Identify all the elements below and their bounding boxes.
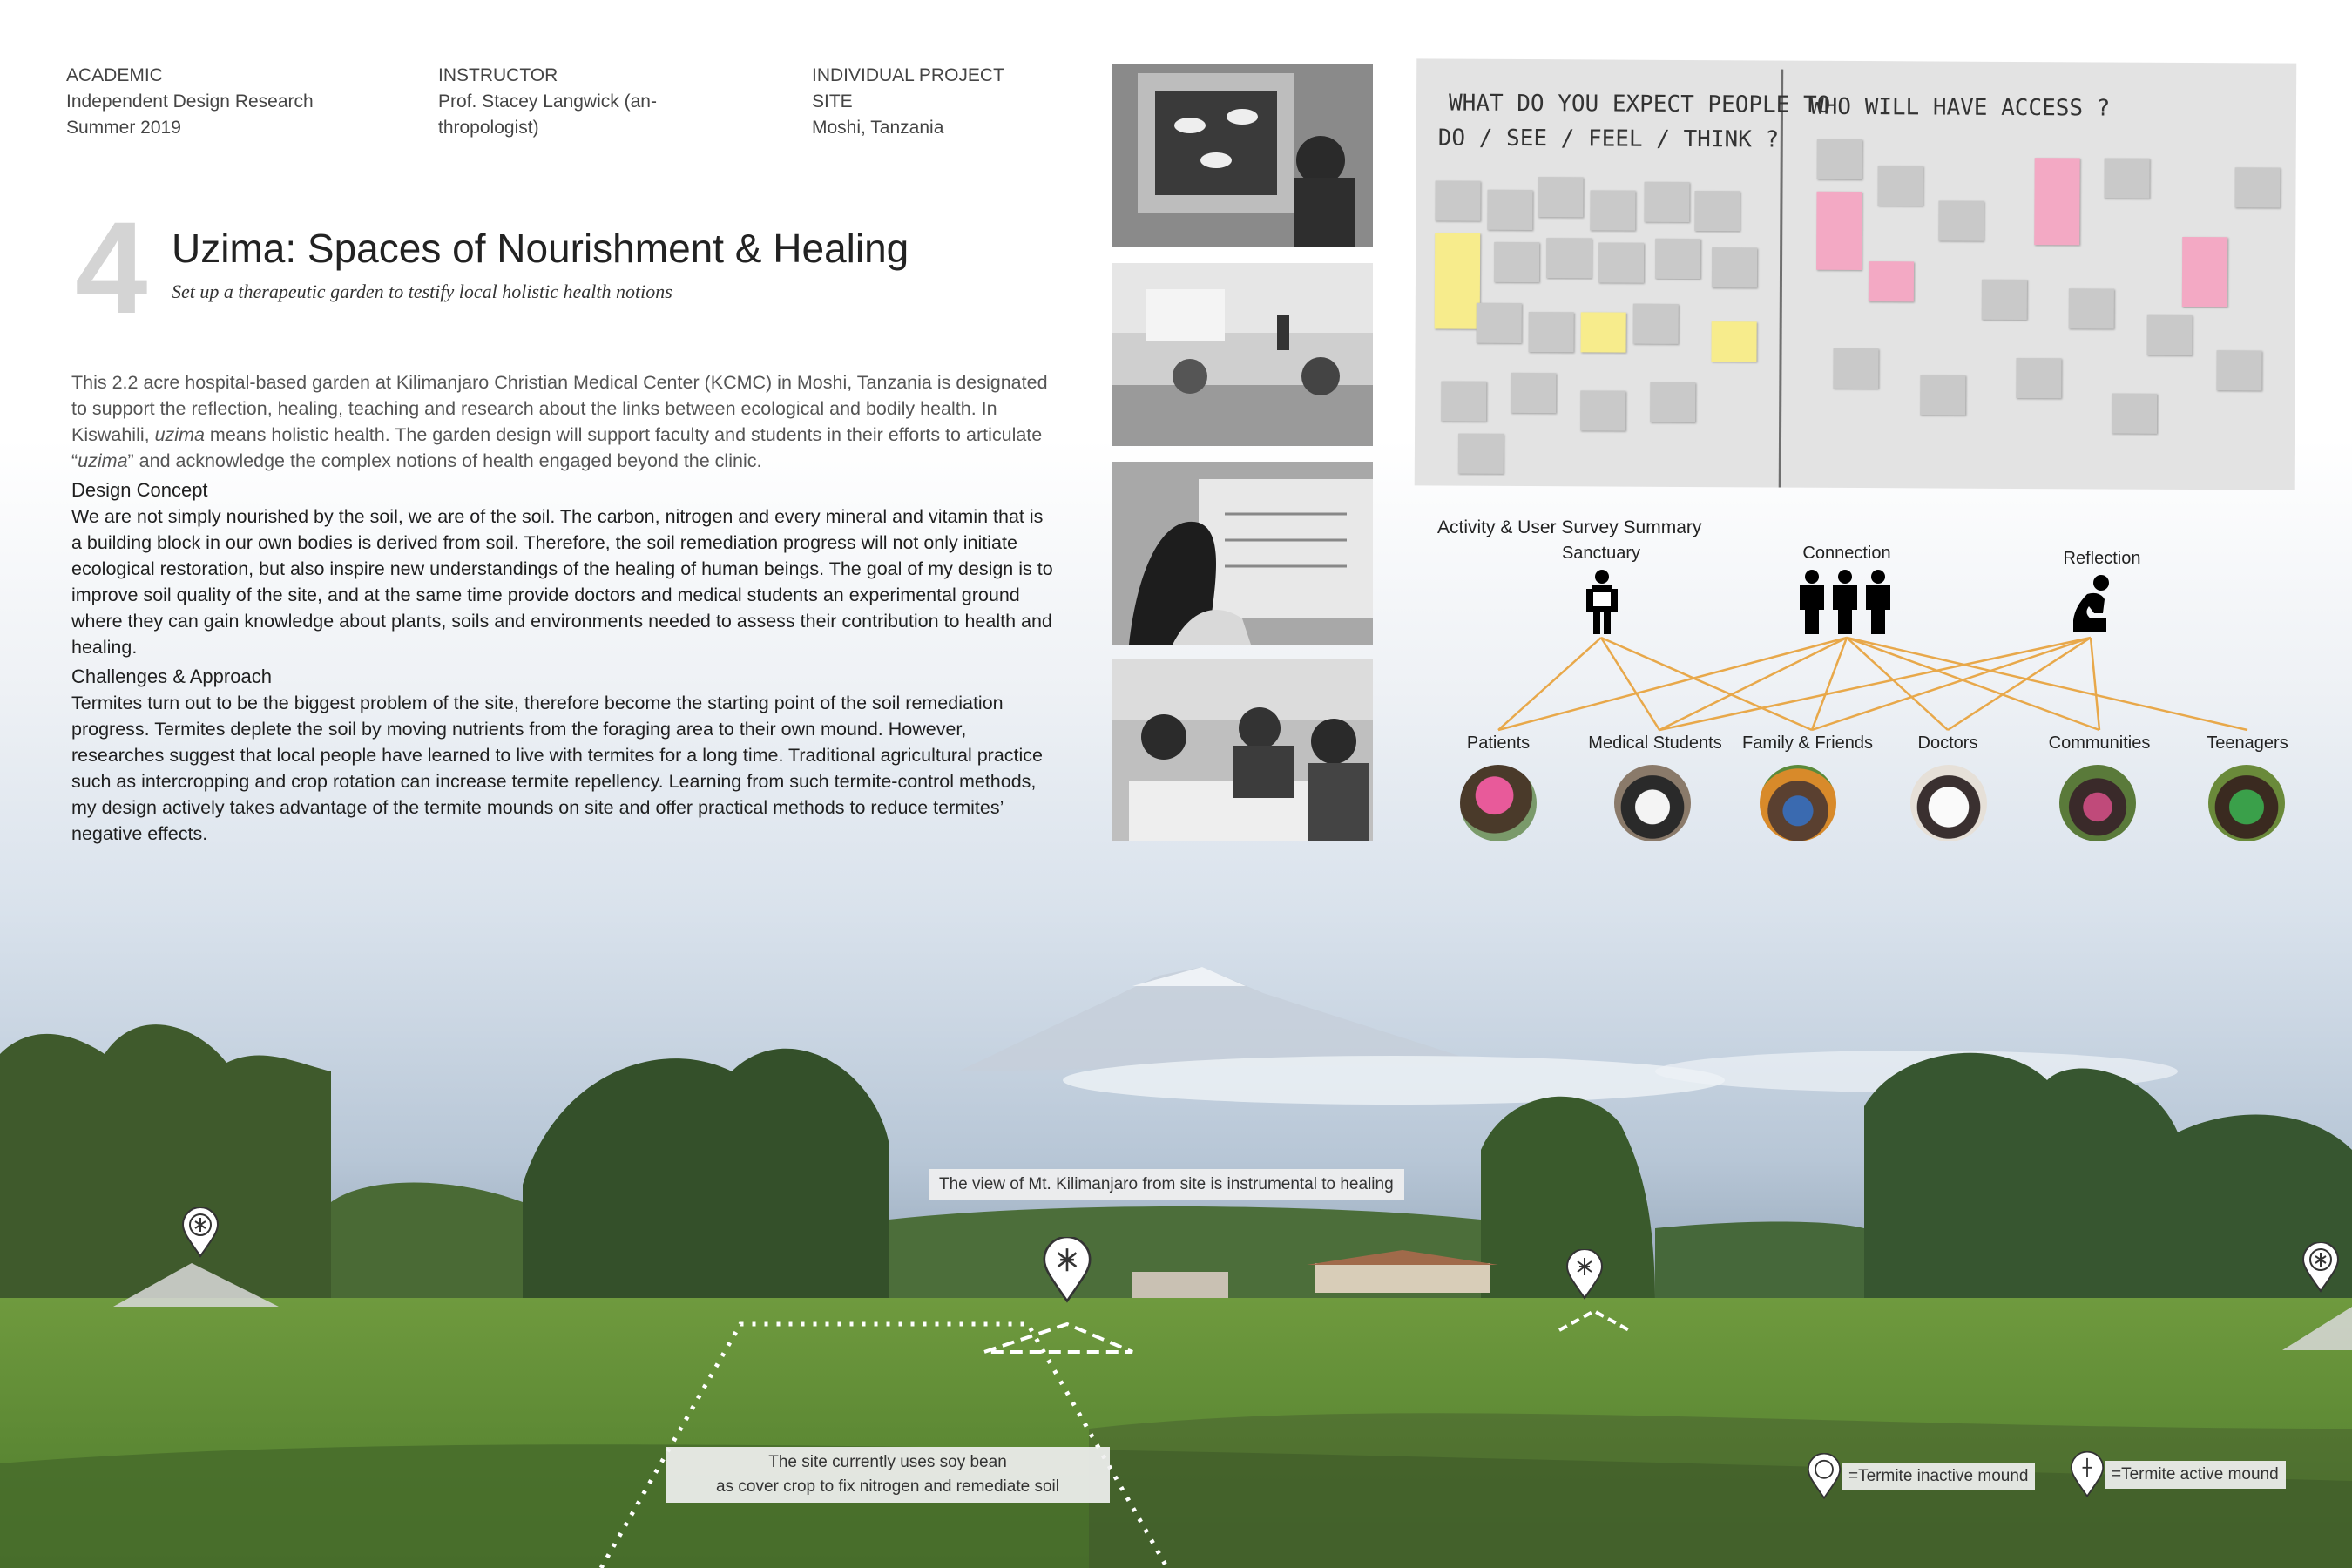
- sticky-note-yellow: [1711, 321, 1756, 362]
- soy-bean-caption-line2: as cover crop to fix nitrogen and remediate soil: [716, 1477, 1059, 1496]
- intro-text-3: ” and acknowledge the complex notions of health engaged beyond the clinic.: [127, 450, 762, 471]
- termite-inactive-mound-pin: [2301, 1242, 2340, 1293]
- termite-active-mound-pin: [1565, 1249, 1604, 1300]
- user-label-doctors: Doctors: [1917, 733, 1978, 753]
- site-value: Moshi, Tanzania: [812, 118, 944, 138]
- workshop-photo-1: [1112, 64, 1373, 247]
- sticky-note: [1877, 166, 1923, 206]
- soy-bean-caption-line1: The site currently uses soy bean: [768, 1453, 1007, 1471]
- sticky-note: [2147, 315, 2193, 355]
- project-type: INDIVIDUAL PROJECT: [812, 65, 1004, 85]
- activity-label-sanctuary: Sanctuary: [1561, 544, 1641, 563]
- sticky-note-yellow: [1435, 233, 1481, 328]
- sticky-note: [1546, 238, 1592, 278]
- survey-title: Activity & User Survey Summary: [1437, 517, 1702, 537]
- academic-block: [66, 63, 314, 141]
- board-question-left-1: WHAT DO YOU EXPECT PEOPLE TO: [1448, 90, 1831, 118]
- sticky-note: [1833, 348, 1878, 389]
- sticky-note: [1538, 177, 1583, 217]
- active-mound-legend-icon: [2070, 1451, 2105, 1498]
- soy-bean-caption: [666, 1447, 1110, 1503]
- user-label-family-friends: Family & Friends: [1741, 733, 1874, 753]
- instructor-label: INSTRUCTOR: [438, 65, 558, 85]
- design-concept-paragraph: We are not simply nourished by the soil, we are of the soil. The carbon, nitrogen and every mineral and vitamin that is a building block in our own bodies is derived from soil. Therefore, the soil remediation progress will not only initiate ecological restoration, but also inspire new understandings of the healing of human beings. The goal of my design is to improve soil quality of the site, and at the same time provide doctors and medical students an experimental ground where they can gain knowledge about plants, soils and environments needed to assess their contribution to health and healing.: [71, 506, 1053, 658]
- site-label: SITE: [812, 91, 853, 112]
- instructor-name-line2: thropologist): [438, 118, 539, 138]
- legend-inactive: [1807, 1453, 2035, 1500]
- user-label-communities: Communities: [2048, 733, 2151, 753]
- sticky-note: [1477, 303, 1522, 343]
- survey-whiteboard-photo: [1415, 58, 2297, 490]
- sticky-note: [1487, 190, 1532, 230]
- legend-active-label: =Termite active mound: [2105, 1461, 2286, 1489]
- legend-inactive-label: =Termite inactive mound: [1842, 1463, 2035, 1490]
- project-block: [812, 63, 1004, 141]
- workshop-photo-3: [1112, 462, 1373, 645]
- sticky-note: [1650, 382, 1695, 422]
- sticky-note: [1580, 390, 1625, 430]
- sticky-note-pink: [1816, 192, 1862, 270]
- sticky-note: [2234, 167, 2280, 207]
- sticky-note: [1655, 239, 1700, 279]
- sticky-note: [1938, 200, 1984, 240]
- challenges-heading: Challenges & Approach: [71, 666, 272, 687]
- family-friends-photo: [1760, 765, 1836, 841]
- sticky-note: [2016, 358, 2061, 398]
- sticky-note: [2104, 158, 2149, 198]
- workshop-photo-2: [1112, 263, 1373, 446]
- inactive-mound-legend-icon: [1807, 1453, 1842, 1500]
- activity-label-connection: Connection: [1802, 544, 1891, 563]
- sticky-note: [1441, 382, 1486, 422]
- sticky-note: [1529, 312, 1574, 352]
- board-question-right: WHO WILL HAVE ACCESS ?: [1809, 93, 2111, 122]
- patients-photo: [1460, 765, 1537, 841]
- sticky-note-pink: [2034, 158, 2080, 245]
- intro-emphasis-1: uzima: [154, 424, 205, 445]
- kilimanjaro-view-caption: The view of Mt. Kilimanjaro from site is instrumental to healing: [929, 1169, 1404, 1200]
- academic-label: ACADEMIC: [66, 65, 163, 85]
- sticky-note-pink: [1869, 261, 1914, 301]
- user-label-teenagers: Teenagers: [2207, 733, 2288, 753]
- medical-students-photo: [1614, 765, 1691, 841]
- sticky-note: [2112, 394, 2157, 434]
- project-number: 4: [75, 194, 148, 341]
- user-label-patients: Patients: [1466, 733, 1531, 753]
- reflection-thinker-icon: [2070, 575, 2117, 632]
- sticky-note: [1511, 373, 1556, 413]
- sticky-note: [2216, 350, 2261, 390]
- sticky-note: [1712, 247, 1757, 287]
- sticky-note: [1494, 242, 1539, 282]
- sticky-note: [1598, 242, 1644, 282]
- intro-text-1: This 2.2 acre hospital-based garden at Kilimanjaro Christian Medical Center (KCMC) in Moshi, Tanzania is designated to support the reflection, healing, teaching and research about the links between ecological and bodily health. In Kiswahili,: [71, 372, 1048, 445]
- project-subtitle: Set up a therapeutic garden to testify local holistic health notions: [172, 280, 672, 302]
- termite-inactive-mound-pin: [181, 1207, 220, 1258]
- course-name: Independent Design Research: [66, 91, 314, 112]
- workshop-photo-4: [1112, 659, 1373, 841]
- sticky-note: [1817, 139, 1862, 179]
- sticky-note: [1633, 304, 1679, 344]
- instructor-block: [438, 63, 657, 141]
- activity-label-reflection: Reflection: [2063, 549, 2141, 568]
- sticky-note-pink: [2182, 237, 2227, 307]
- sticky-note: [1920, 375, 1965, 415]
- design-concept-heading: Design Concept: [71, 479, 208, 501]
- intro-paragraph: [71, 369, 1056, 474]
- board-question-left-2: DO / SEE / FEEL / THINK ?: [1437, 125, 1780, 153]
- sticky-note: [1435, 180, 1480, 220]
- challenges-paragraph: Termites turn out to be the biggest problem of the site, therefore become the starting point of the soil remediation progress. Termites deplete the soil by moving nutrients from the foraging area to their own mound. However, researches suggest that local people have learned to live with termites for a long time. Traditional agricultural practice such as intercropping and crop rotation can increase termite repellency. Learning from such termite-control methods, my design actively takes advantage of the termite mounds on site and offer practical methods to reduce termites’ negative effects.: [71, 693, 1043, 844]
- connection-group-icon: [1796, 570, 1894, 636]
- instructor-name-line1: Prof. Stacey Langwick (an-: [438, 91, 657, 112]
- intro-emphasis-2: uzima: [78, 450, 128, 471]
- project-title: Uzima: Spaces of Nourishment & Healing: [172, 226, 909, 271]
- intro-text-2: means holistic health. The garden design will support faculty and students in their efforts to articulate “: [71, 424, 1043, 471]
- sanctuary-person-icon: [1583, 570, 1621, 636]
- sticky-note: [1590, 190, 1635, 230]
- teenagers-photo: [2208, 765, 2285, 841]
- doctors-photo: [1910, 765, 1987, 841]
- sticky-note-yellow: [1581, 312, 1626, 352]
- sticky-note: [1644, 182, 1689, 222]
- termite-active-mound-pin: [1042, 1237, 1092, 1303]
- sticky-note: [1458, 434, 1504, 474]
- user-label-medical-students: Medical Students: [1588, 733, 1722, 753]
- sticky-note: [2069, 288, 2114, 328]
- sticky-note: [1694, 191, 1740, 231]
- term: Summer 2019: [66, 118, 181, 138]
- legend-active: [2070, 1451, 2286, 1498]
- sticky-note: [1982, 280, 2027, 320]
- text-column: [71, 369, 1056, 847]
- communities-photo: [2059, 765, 2136, 841]
